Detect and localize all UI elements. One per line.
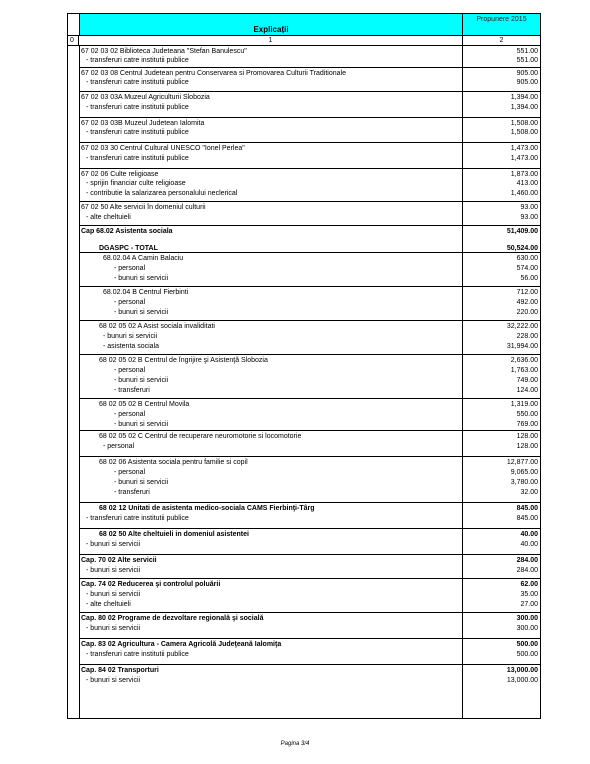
table-row [80,624,540,633]
row-value: 749.00 [516,377,538,384]
row-value: 128.00 [516,443,538,450]
row-label: Cap. 70 02 Alte servicii [81,557,157,564]
table-row [80,227,540,236]
row-label: - transferuri catre institutii publice [86,79,189,86]
row-value: 40.00 [520,531,538,538]
row-separator [80,320,540,321]
row-label: 67 02 03 03B Muzeul Judetean Ialomita [81,120,205,127]
header-explicatii-label: Explicații [253,25,289,34]
row-label: 68 02 12 Unitati de asistenta medico-sociala CAMS Fierbinţi-Târg [99,505,315,512]
table-row [80,93,540,102]
row-value: 905.00 [516,70,538,77]
row-value: 220.00 [516,309,538,316]
table-row [80,366,540,375]
row-value: 40.00 [520,541,538,548]
row-separator [80,502,540,503]
table-row [80,420,540,429]
row-value: 27.00 [520,601,538,608]
row-value: 630.00 [516,255,538,262]
table-row [80,540,540,549]
table-row [80,614,540,623]
row-label: 67 02 03 03A Muzeul Agriculturii Slobozia [81,94,210,101]
row-value: 1,319.00 [510,401,538,408]
row-separator [80,528,540,529]
row-value: 56.00 [520,275,538,282]
table-row [80,128,540,137]
row-value: 284.00 [516,557,538,564]
table-row [80,274,540,283]
table-row [80,488,540,497]
row-label: - bunuri si servicii [86,541,141,548]
row-label: - bunuri si servicii [114,309,169,316]
row-label: - personal [114,469,146,476]
row-label: - personal [103,443,135,450]
table-row [80,478,540,487]
row-separator [80,142,540,143]
row-label: 68 02 05 02 B Centrul Movila [99,401,190,408]
table-row [80,580,540,589]
table-body [67,46,541,719]
row-value: 769.00 [516,421,538,428]
row-separator [80,554,540,555]
row-value: 31,994.00 [506,343,538,350]
row-separator [80,91,540,92]
row-value: 1,394.00 [510,94,538,101]
row-label: 68 02 50 Alte cheltuieli in domeniul asistentei [99,531,249,538]
row-label: 67 02 03 08 Centrul Judetean pentru Conservarea si Promovarea Culturii Traditionale [81,70,346,77]
row-label: - transferuri catre institutii publice [86,515,189,522]
row-value: 905.00 [516,79,538,86]
row-separator [80,430,540,431]
column-number-0: 0 [68,36,79,45]
row-value: 128.00 [516,433,538,440]
row-label: 68 02 05 02 C Centrul de recuperare neuromotorie si locomotorie [99,433,302,440]
table-row [80,298,540,307]
row-value: 500.00 [516,641,538,648]
row-separator [80,398,540,399]
row-value: 550.00 [516,411,538,418]
table-row [80,600,540,609]
table-row [80,154,540,163]
row-label: - personal [114,299,146,306]
row-label: 67 02 03 02 Biblioteca Judeteana "Stefan Banulescu" [81,48,247,55]
table-row [80,468,540,477]
table-row [80,179,540,188]
row-label: - asistenta sociala [103,343,160,350]
row-label: - bunuri si servicii [103,333,158,340]
row-separator [80,456,540,457]
table-row [80,356,540,365]
row-value: 32,222.00 [506,323,538,330]
table-row [80,322,540,331]
table-row [80,47,540,56]
row-label: - transferuri [114,387,150,394]
row-label: - bunuri si servicii [114,479,169,486]
row-value: 300.00 [516,625,538,632]
row-value: 1,473.00 [510,145,538,152]
row-label: - transferuri catre institutii publice [86,651,189,658]
table-row [80,676,540,685]
header-blank-cell [68,14,80,35]
row-value: 9,065.00 [510,469,538,476]
row-label: - bunuri si servicii [86,567,141,574]
table-row [80,308,540,317]
row-label: - contributie la salarizarea personalului neclerical [86,190,238,197]
row-separator [80,638,540,639]
row-value: 1,460.00 [510,190,538,197]
row-value: 13,000.00 [506,677,538,684]
row-label: Cap. 80 02 Programe de dezvoltare regională şi socială [81,615,264,622]
row-label: - bunuri si servicii [86,625,141,632]
table-row [80,640,540,649]
table-row [80,203,540,212]
row-value: 845.00 [516,515,538,522]
row-label: 68.02.04 A Camin Balaciu [103,255,184,262]
row-label: - transferuri catre institutii publice [86,155,189,162]
table-row [80,410,540,419]
row-label: - alte cheltuieli [86,214,131,221]
row-label: - personal [114,411,146,418]
row-value: 284.00 [516,567,538,574]
row-separator [80,612,540,613]
row-label: Cap. 74 02 Reducerea şi controlul poluării [81,581,221,588]
table-row [80,254,540,263]
row-label: - transferuri [114,489,150,496]
table-row [80,566,540,575]
header-explicatii [80,14,463,35]
row-label: Cap 68.02 Asistenta sociala [81,228,173,235]
row-label: - personal [114,265,146,272]
row-separator [80,201,540,202]
row-label: 68 02 05 02 A Asist sociala invaliditati [99,323,215,330]
row-label: - bunuri si servicii [86,591,141,598]
table-row [80,504,540,513]
row-label: - bunuri si servicii [114,421,169,428]
row-label: 67 02 50 Alte servicii în domeniul culturii [81,204,206,211]
row-separator [80,578,540,579]
row-separator [80,117,540,118]
row-value: 35.00 [520,591,538,598]
table-row [80,69,540,78]
row-label: - transferuri catre institutii publice [86,129,189,136]
row-label: Cap. 84 02 Transporturi [81,667,159,674]
header-value-label: Propunere 2015 [463,14,540,35]
row-value: 1,763.00 [510,367,538,374]
row-value: 413.00 [516,180,538,187]
row-label: 68 02 05 02 B Centrul de Îngrijire şi Asistenţă Slobozia [99,357,268,364]
row-value: 1,873.00 [510,171,538,178]
row-value: 228.00 [516,333,538,340]
row-label: - bunuri si servicii [86,677,141,684]
row-label: - transferuri catre institutii publice [86,57,189,64]
row-label: 68 02 06 Asistenta sociala pentru familie si copil [99,459,248,466]
column-number-1: 1 [79,36,463,45]
row-value: 32.00 [520,489,538,496]
row-value: 1,508.00 [510,120,538,127]
row-value: 845.00 [516,505,538,512]
table-row [80,264,540,273]
table-header [67,13,541,36]
table-row [80,514,540,523]
row-value: 574.00 [516,265,538,272]
row-label: DGASPC - TOTAL [99,245,158,252]
row-label: Cap. 83 02 Agricultura - Camera Agricolă Judeţeană Ialomiţa [81,641,282,648]
table-row [80,103,540,112]
table-row [80,288,540,297]
row-separator [80,67,540,68]
row-label: 67 02 06 Culte religioase [81,171,159,178]
table-row [80,56,540,65]
table-row [80,650,540,659]
row-value: 500.00 [516,651,538,658]
row-separator [80,286,540,287]
row-value: 3,780.00 [510,479,538,486]
row-separator [80,354,540,355]
column-number-row [67,36,541,46]
row-value: 492.00 [516,299,538,306]
row-label: - transferuri catre institutii publice [86,104,189,111]
table-row [80,432,540,441]
row-value: 1,394.00 [510,104,538,111]
table-row [80,213,540,222]
table-row [80,376,540,385]
row-value: 12,877.00 [506,459,538,466]
table-row [80,78,540,87]
row-value: 62.00 [520,581,538,588]
table-row [80,189,540,198]
table-row [80,530,540,539]
row-value: 124.00 [516,387,538,394]
row-label: 68.02.04 B Centrul Fierbinti [103,289,189,296]
page-footer: Pagina 3/4 [280,741,310,747]
row-separator [80,252,540,253]
row-label: - bunuri si servicii [114,377,169,384]
table-row [80,590,540,599]
row-separator [80,225,540,226]
row-value: 93.00 [520,204,538,211]
row-value: 551.00 [516,57,538,64]
table-row [80,144,540,153]
table-row [80,119,540,128]
row-value: 93.00 [520,214,538,221]
table-row [80,400,540,409]
table-row [80,332,540,341]
column-number-2: 2 [499,37,504,44]
row-value: 1,473.00 [510,155,538,162]
row-label: - alte cheltuieli [86,601,131,608]
row-value: 712.00 [516,289,538,296]
row-value: 1,508.00 [510,129,538,136]
table-row [80,342,540,351]
table-row [80,442,540,451]
row-value: 13,000.00 [506,667,538,674]
table-row [80,170,540,179]
row-label: - personal [114,367,146,374]
row-label: - bunuri si servicii [114,275,169,282]
row-separator [80,168,540,169]
row-label: 67 02 03 30 Centrul Cultural UNESCO "Ionel Perlea" [81,145,245,152]
table-row [80,666,540,675]
budget-table [67,13,541,719]
row-value: 551.00 [516,48,538,55]
row-value: 50,524.00 [506,245,538,252]
table-row [80,458,540,467]
row-separator [80,664,540,665]
row-value: 300.00 [516,615,538,622]
row-value: 51,409.00 [506,228,538,235]
table-row [80,386,540,395]
row-label: - sprijin financiar culte religioase [86,180,186,187]
table-row [80,556,540,565]
row-value: 2,636.00 [510,357,538,364]
